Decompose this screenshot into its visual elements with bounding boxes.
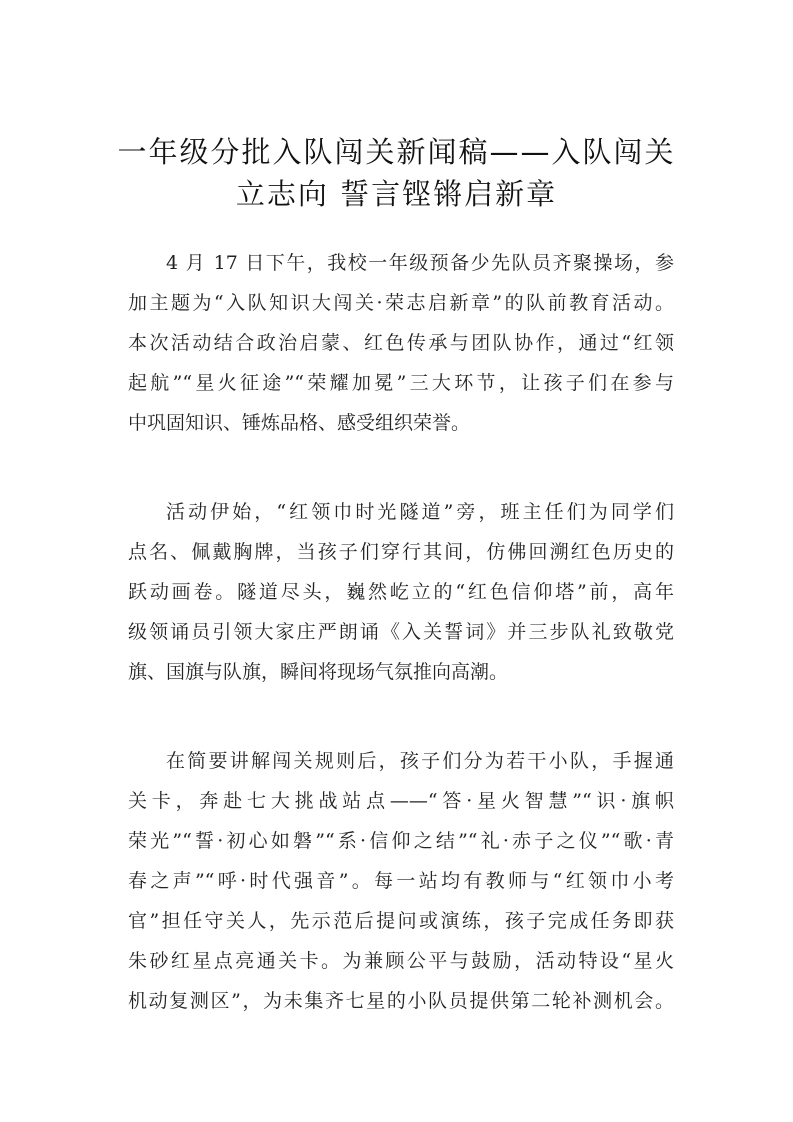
paragraph-line: 起航”“星火征途”“荣耀加冕”三大环节，让孩子们在参与 — [128, 372, 674, 394]
paragraph-line: 加主题为“入队知识大闯关·荣志启新章”的队前教育活动。 — [128, 292, 674, 314]
paragraph-line: 在简要讲解闯关规则后，孩子们分为若干小队，手握通 — [166, 750, 674, 772]
paragraph-line: 朱砂红星点亮通关卡。为兼顾公平与鼓励，活动特设“星火 — [128, 950, 674, 972]
paragraph-line: 本次活动结合政治启蒙、红色传承与团队协作，通过“红领 — [128, 332, 674, 354]
document-title-line-1: 一年级分批入队闯关新闻稿——入队闯关 — [117, 135, 676, 169]
paragraph-line: 春之声”“呼·时代强音”。每一站均有教师与“红领巾小考 — [128, 870, 674, 892]
paragraph-line: 荣光”“誓·初心如磐”“系·信仰之结”“礼·赤子之仪”“歌·青 — [128, 830, 674, 852]
paragraph-line: 活动伊始，“红领巾时光隧道”旁，班主任们为同学们 — [166, 501, 674, 523]
paragraph-line: 4 月 17 日下午，我校一年级预备少先队员齐聚操场，参 — [166, 252, 674, 274]
paragraph-line: 旗、国旗与队旗，瞬间将现场气氛推向高潮。 — [128, 661, 509, 683]
paragraph-line: 点名、佩戴胸牌，当孩子们穿行其间，仿佛回溯红色历史的 — [128, 541, 674, 563]
paragraph-line: 中巩固知识、锤炼品格、感受组织荣誉。 — [128, 412, 471, 434]
paragraph-line: 跃动画卷。隧道尽头，巍然屹立的“红色信仰塔”前，高年 — [128, 581, 674, 603]
paragraph-line: 关卡，奔赴七大挑战站点——“答·星火智慧”“识·旗帜 — [128, 790, 674, 812]
paragraph-line: 官”担任守关人，先示范后提问或演练，孩子完成任务即获 — [128, 910, 674, 932]
paragraph-line: 机动复测区”，为未集齐七星的小队员提供第二轮补测机会。 — [128, 990, 674, 1012]
document-title-line-2: 立志向 誓言铿锵启新章 — [235, 177, 558, 211]
paragraph-line: 级领诵员引领大家庄严朗诵《入关誓词》并三步队礼致敬党 — [128, 621, 674, 643]
